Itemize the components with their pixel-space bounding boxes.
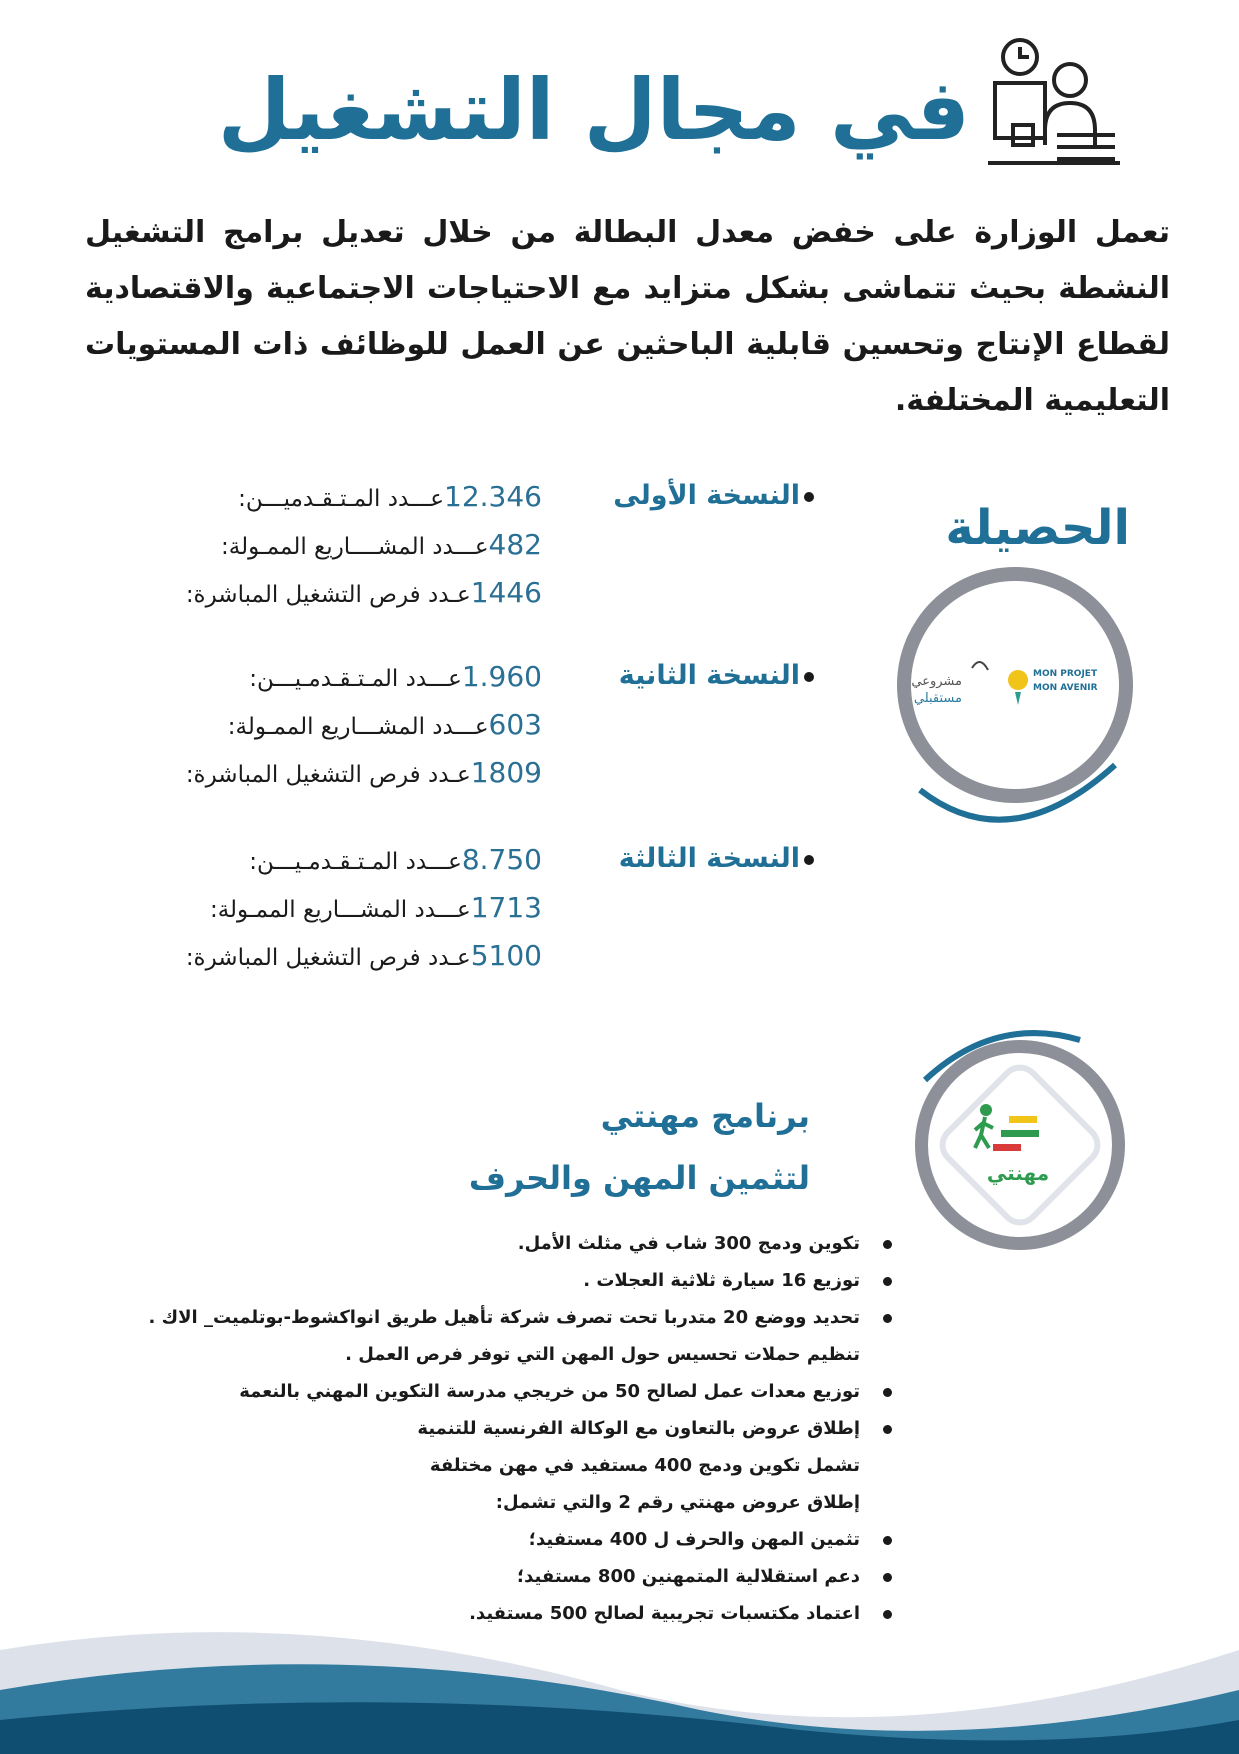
- stat-funded-projects: عـــدد المشــــاريع الممـولة: 482: [221, 528, 542, 561]
- edition-title: النسخة الثانية: [618, 660, 800, 691]
- list-item: دعم استقلالية المتمهنين 800 مستفيد؛: [380, 1558, 880, 1595]
- bullet-dot: [804, 855, 814, 865]
- intro-paragraph: تعمل الوزارة على خفض معدل البطالة من خلال تعديل برامج التشغيل النشطة بحيث تتماشى بشكل متزايد مع الاحتياجات الاجتماعية والاقتصادية لقطاع الإنتاج وتحسين قابلية الباحثين عن العمل للوظائف ذات المستويات التعليمية المختلفة.: [85, 215, 1170, 418]
- stat-funded-projects: عـــدد المشـــاريع الممـولة: 603: [227, 708, 542, 741]
- page-title: في مجال التشغيل: [217, 61, 970, 159]
- svg-text:MON AVENIR: MON AVENIR: [1033, 683, 1098, 693]
- bullet-dot: [804, 672, 814, 682]
- stat-applicants: عـــدد المـتـقـدمـيـــن: 1.960: [249, 660, 542, 693]
- mehnati-program-logo: [905, 1020, 1140, 1255]
- edition-title: النسخة الثالثة: [618, 843, 800, 874]
- walking-person-icon: [980, 1104, 992, 1116]
- edition-title: النسخة الأولى: [613, 480, 800, 511]
- stat-direct-jobs: عـدد فرص التشغيل المباشرة: 1446: [185, 576, 542, 609]
- logo-text-ar-2: مستقبلي: [913, 691, 962, 706]
- results-heading: الحصيلة: [945, 500, 1130, 556]
- stat-direct-jobs: عـدد فرص التشغيل المباشرة: 1809: [185, 756, 542, 789]
- list-item: إطلاق عروض بالتعاون مع الوكالة الفرنسية للتنمية: [380, 1410, 880, 1447]
- stat-funded-projects: عـــدد المشـــاريع الممـولة: 1713: [209, 891, 542, 924]
- list-item: توزيع 16 سيارة ثلاثية العجلات .: [380, 1262, 880, 1299]
- lightbulb-icon: [1008, 670, 1028, 690]
- list-item: تحديد ووضع 20 متدربا تحت تصرف شركة تأهيل طريق انواكشوط-بوتلميت_ الاك .: [380, 1299, 880, 1336]
- edition-3: [120, 843, 800, 1013]
- list-item: تشمل تكوين ودمج 400 مستفيد في مهن مختلفة: [429, 1455, 860, 1476]
- stat-applicants: عـــدد المـتـقـدميـــن: 12.346: [238, 480, 542, 513]
- office-worker-clock-icon: [985, 35, 1125, 165]
- list-item: توزيع معدات عمل لصالح 50 من خريجي مدرسة التكوين المهني بالنعمة: [380, 1373, 880, 1410]
- list-item: تكوين ودمج 300 شاب في مثلث الأمل.: [380, 1225, 880, 1262]
- bullet-dot: [804, 492, 814, 502]
- svg-text:MON PROJET: MON PROJET: [1033, 669, 1098, 679]
- edition-1: [120, 480, 800, 650]
- mon-projet-logo-badge: [880, 560, 1150, 830]
- bottom-wave-decoration: [0, 1580, 1239, 1754]
- edition-2: [120, 660, 800, 830]
- list-item: تثمين المهن والحرف ل 400 مستفيد؛: [380, 1521, 880, 1558]
- program-title: [380, 1085, 810, 1209]
- list-item: تنظيم حملات تحسيس حول المهن التي توفر فرص العمل .: [345, 1344, 860, 1365]
- stat-applicants: عـــدد المـتـقـدمـيـــن: 8.750: [249, 843, 542, 876]
- logo-text: مهنتي: [986, 1161, 1050, 1185]
- list-item: إطلاق عروض مهنتي رقم 2 والتي تشمل:: [495, 1492, 860, 1513]
- stat-direct-jobs: عـدد فرص التشغيل المباشرة: 5100: [185, 939, 542, 972]
- logo-text-ar: مشروعي: [911, 674, 962, 689]
- program-bullet-list: [148, 1225, 880, 1632]
- program-title-line1: برنامج مهنتي: [600, 1097, 810, 1135]
- list-item: اعتماد مكتسبات تجريبية لصالح 500 مستفيد.: [380, 1595, 880, 1632]
- program-title-line2: لتثمين المهن والحرف: [468, 1159, 810, 1197]
